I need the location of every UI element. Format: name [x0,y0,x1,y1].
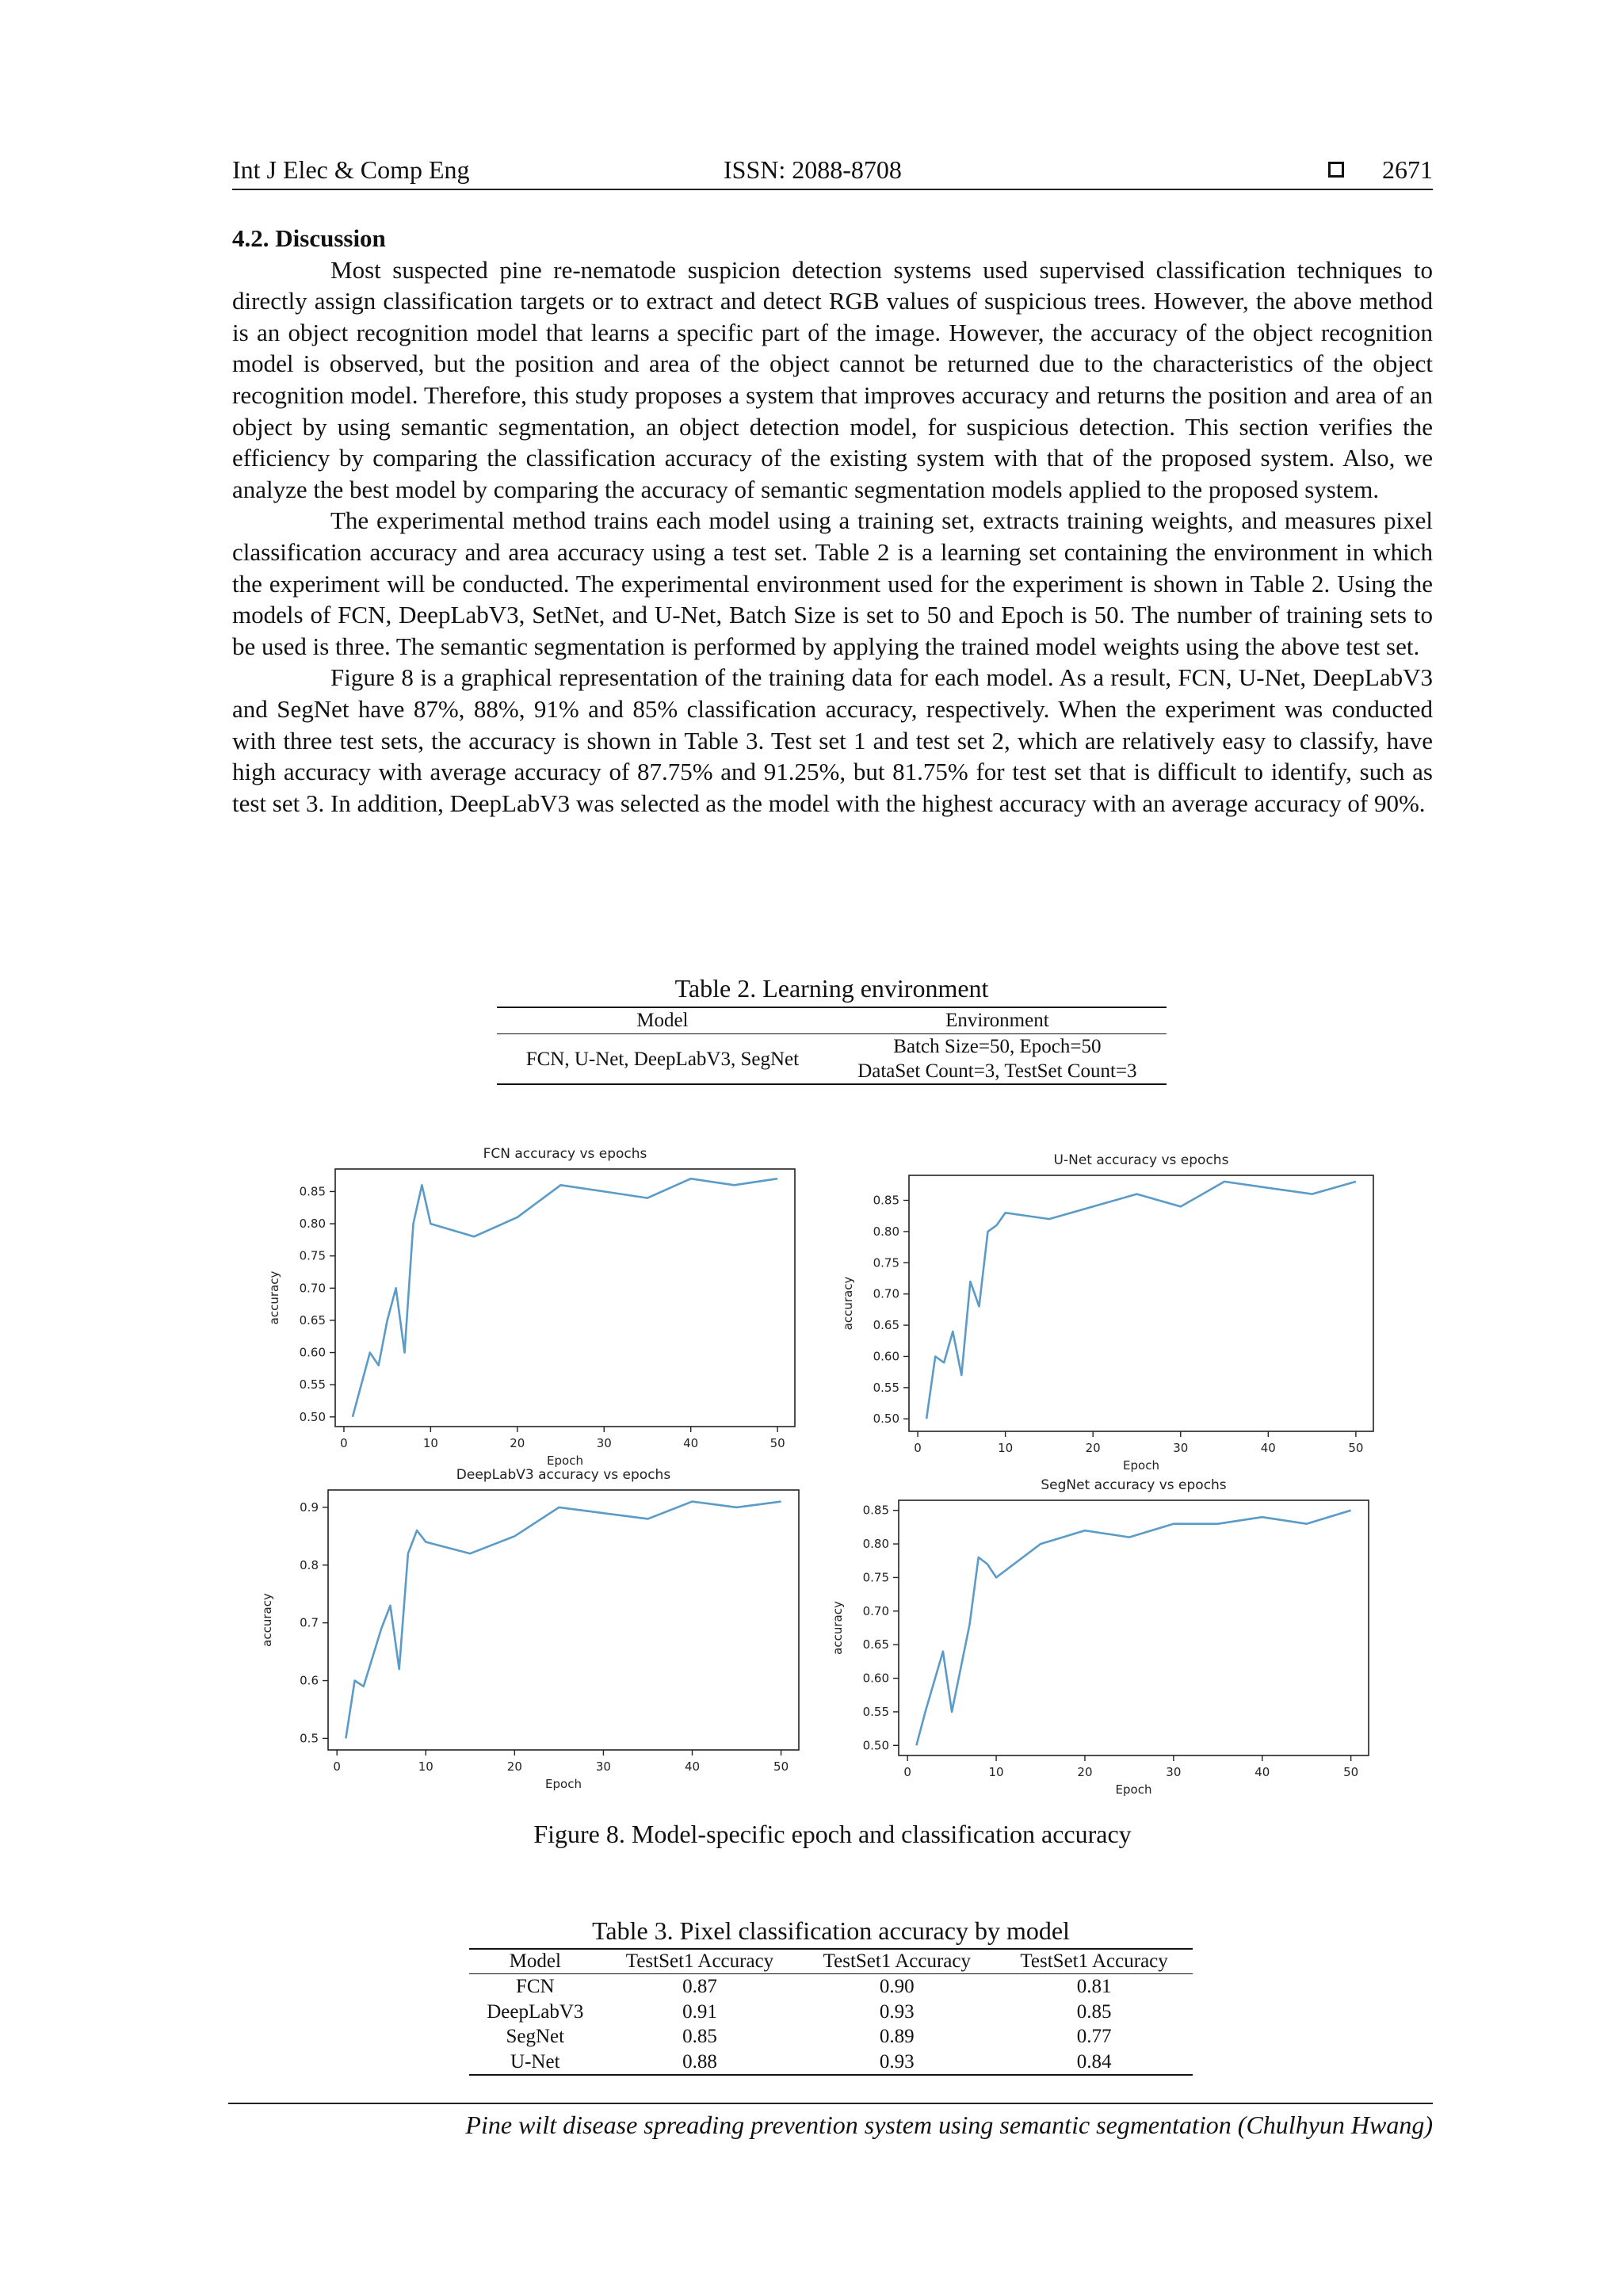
fcn-y-tick-label: 0.80 [299,1217,326,1232]
deeplab-y-tick-label: 0.6 [300,1673,319,1688]
table3-cell: 0.89 [879,2026,915,2047]
table3-cell: 0.87 [682,1976,717,1997]
deeplab-x-tick-label: 20 [506,1759,522,1774]
table-row [469,2050,1193,2076]
unet-x-tick-label: 40 [1260,1441,1276,1455]
unet-x-tick-label: 10 [998,1441,1014,1455]
deeplab-y-tick-label: 0.7 [300,1615,319,1630]
segnet-accuracy-series-line [916,1511,1350,1746]
section-title: 4.2. Discussion [232,224,386,252]
deeplab-y-tick-label: 0.8 [300,1557,319,1572]
unet-y-tick-label: 0.75 [873,1255,899,1270]
table2-env-line1: Batch Size=50, Epoch=50 [893,1036,1102,1057]
deeplab-x-tick-label: 0 [333,1759,341,1774]
running-footer: Pine wilt disease spreading prevention system using semantic segmentation (Chulhyun Hwang) [228,2103,1433,2140]
fcn-x-tick-label: 20 [510,1436,525,1450]
fcn-y-tick-label: 0.60 [299,1345,326,1360]
segnet-y-axis-label: accuracy [831,1601,845,1655]
fcn-x-tick-label: 30 [596,1436,612,1450]
fcn-y-tick-label: 0.85 [299,1184,326,1199]
table3-cell: 0.81 [1076,1976,1112,1997]
fcn-y-tick-label: 0.70 [299,1281,326,1296]
fcn-y-tick-label: 0.65 [299,1312,326,1328]
table3-cell: 0.93 [879,2000,915,2023]
deeplab-x-tick-label: 50 [773,1759,789,1774]
segnet-y-tick-label: 0.70 [862,1603,889,1618]
unet-x-tick-label: 50 [1348,1441,1364,1455]
unet-y-tick-label: 0.60 [873,1349,899,1364]
figure-caption: Figure 8. Model-specific epoch and classification accuracy [533,1820,1132,1848]
table2-env-line2: DataSet Count=3, TestSet Count=3 [857,1060,1137,1082]
segnet-y-tick-label: 0.55 [862,1704,889,1719]
table3-cell: 0.85 [682,2026,717,2047]
segnet-x-tick-label: 10 [988,1765,1004,1779]
segnet-y-tick-label: 0.65 [862,1637,889,1652]
table3-cell: FCN [515,1976,555,1997]
table3-cell: 0.84 [995,2050,1193,2076]
unet-y-tick-label: 0.80 [873,1224,899,1239]
segnet-x-tick-label: 50 [1343,1765,1359,1779]
segnet-x-tick-label: 30 [1166,1765,1182,1779]
segnet-y-tick-label: 0.80 [862,1537,889,1552]
table3-header-model: Model [469,1949,601,1974]
deeplab-y-axis-label: accuracy [260,1593,274,1647]
table3-header-testset1: TestSet1 Accuracy [601,1949,799,1974]
issn: ISSN: 2088-8708 [724,155,902,184]
table-row [469,2024,1193,2050]
fcn-x-axis-label: Epoch [547,1454,583,1468]
table2-title: Table 2. Learning environment [674,974,989,1003]
fcn-x-tick-label: 0 [340,1436,348,1450]
table-row [469,2000,1193,2025]
segnet-x-tick-label: 20 [1077,1765,1093,1779]
fcn-y-axis-label: accuracy [267,1270,281,1325]
segnet-y-tick-label: 0.60 [862,1671,889,1686]
unet-y-tick-label: 0.85 [873,1193,899,1208]
fcn-y-tick-label: 0.50 [299,1409,326,1424]
fcn-accuracy-series-line [353,1179,777,1417]
fcn-x-tick-label: 50 [769,1436,785,1450]
table2-header-environment: Environment [828,1007,1167,1034]
deeplab-x-axis-label: Epoch [545,1777,582,1791]
deeplab-plot-frame [328,1490,799,1750]
unet-y-tick-label: 0.65 [873,1318,899,1333]
deeplab-x-tick-label: 10 [418,1759,433,1774]
table3-title: Table 3. Pixel classification accuracy by model [592,1916,1070,1945]
table3-cell: SegNet [506,2026,565,2047]
table3-header-testset3: TestSet1 Accuracy [995,1949,1193,1974]
deeplab-x-tick-label: 30 [595,1759,611,1774]
table2-header-model: Model [497,1007,828,1034]
unet-y-tick-label: 0.70 [873,1286,899,1301]
unet-chart-title: U-Net accuracy vs epochs [1053,1152,1229,1168]
fcn-plot-frame [335,1169,795,1427]
deeplab-accuracy-series-line [346,1502,781,1739]
journal-name: Int J Elec & Comp Eng [232,155,470,184]
table3-header-testset2: TestSet1 Accuracy [798,1949,995,1974]
unet-accuracy-series-line [926,1182,1356,1419]
table3-cell: 0.91 [682,2000,717,2023]
fcn-y-tick-label: 0.75 [299,1248,326,1263]
unet-y-axis-label: accuracy [841,1276,855,1331]
deeplab-x-tick-label: 40 [684,1759,701,1774]
unet-x-tick-label: 20 [1085,1441,1101,1455]
table3-cell: 0.88 [601,2050,799,2076]
fcn-y-tick-label: 0.55 [299,1377,326,1392]
table3-cell: 0.93 [798,2050,995,2076]
segnet-x-axis-label: Epoch [1115,1782,1152,1797]
segnet-x-tick-label: 40 [1254,1765,1270,1779]
table3-cell: 0.85 [1076,2000,1112,2023]
table3-cell: 0.90 [879,1976,915,1997]
fcn-x-tick-label: 40 [683,1436,699,1450]
unet-y-tick-label: 0.55 [873,1380,899,1395]
segnet-x-tick-label: 0 [903,1765,911,1779]
deeplab-chart-title: DeepLabV3 accuracy vs epochs [456,1467,671,1483]
table3-cell: 0.77 [1076,2026,1112,2047]
deeplab-y-tick-label: 0.5 [300,1731,319,1746]
segnet-y-tick-label: 0.50 [862,1738,889,1753]
table3 [469,1948,1193,2076]
unet-x-tick-label: 0 [914,1441,922,1455]
segnet-y-tick-label: 0.75 [862,1570,889,1585]
deeplab-y-tick-label: 0.9 [300,1499,319,1515]
page-number: 2671 [1382,155,1433,184]
unet-y-tick-label: 0.50 [873,1412,899,1427]
table2-model-cell: FCN, U-Net, DeepLabV3, SegNet [497,1034,828,1085]
paragraph-3: Figure 8 is a graphical representation of the training data for each model. As a result, FCN, U-Net, DeepLabV3 and SegNet have 87%, 88%, 91% and 85% classification accuracy, respectively. When the experiment was conducted with three test sets, the accuracy is shown in Table 3. Test set 1 and test set 2, which are relatively easy to classify, have high accuracy with average accuracy of 87.75% and 91.25%, but 81.75% for test set that is difficult to identify, such as test set 3. In addition, DeepLabV3 was selected as the model with the highest accuracy with an average accuracy of 90%. [232,663,1433,817]
paragraph-1: Most suspected pine re-nematode suspicion detection systems used supervised classification techniques to directly assign classification targets or to extract and detect RGB values of suspicious trees. However, the above method is an object recognition model that learns a specific part of the image. However, the accuracy of the object recognition model is observed, but the position and area of the object cannot be returned due to the characteristics of the object recognition model. Therefore, this study proposes a system that improves accuracy and returns the position and area of an object by using semantic segmentation, an object detection model, for suspicious detection. This section verifies the efficiency by comparing the classification accuracy of the existing system with that of the proposed system. Also, we analyze the best model by comparing the accuracy of semantic segmentation models applied to the proposed system. [232,255,1433,503]
fcn-x-tick-label: 10 [422,1436,438,1450]
segnet-y-tick-label: 0.85 [862,1503,889,1518]
segnet-chart-title: SegNet accuracy vs epochs [1041,1477,1227,1493]
unet-x-axis-label: Epoch [1123,1458,1159,1473]
table3-cell: U-Net [469,2050,601,2076]
unet-x-tick-label: 30 [1173,1441,1189,1455]
fcn-chart-title: FCN accuracy vs epochs [483,1146,647,1162]
paragraph-2: The experimental method trains each model using a training set, extracts training weights, and measures pixel classification accuracy and area accuracy using a test set. Table 2 is a learning set containing the environment in which the experiment will be conducted. The experimental environment used for the experiment is shown in Table 2. Using the models of FCN, DeepLabV3, SetNet, and U-Net, Batch Size is set to 50 and Epoch is 50. The number of training sets to be used is three. The semantic segmentation is performed by applying the trained model weights using the above test set. [232,506,1433,660]
table-row [469,1974,1193,2000]
table3-cell: DeepLabV3 [487,2000,584,2023]
